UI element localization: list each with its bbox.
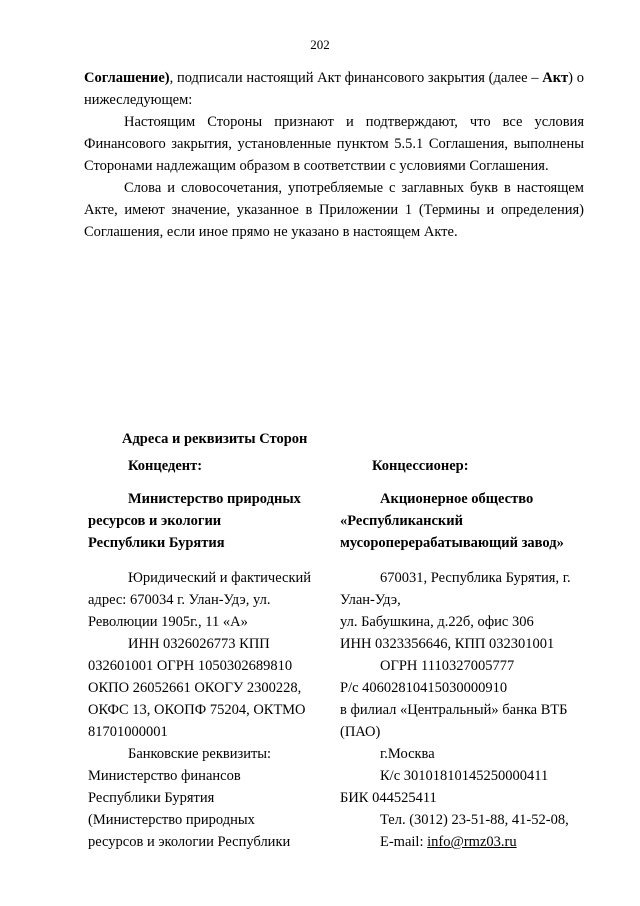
detail-line: К/с 30101810145250000411 bbox=[380, 768, 549, 784]
detail-line: г.Москва bbox=[380, 746, 435, 762]
addresses-heading: Адреса и реквизиты Сторон bbox=[122, 431, 308, 447]
detail-line: в филиал «Центральный» банка ВТБ bbox=[340, 702, 568, 718]
detail-line: Революции 1905г., 11 «А» bbox=[88, 614, 248, 630]
concessionaire-org bbox=[340, 488, 586, 554]
concedent-org bbox=[88, 488, 326, 554]
bold-text: Соглашение) bbox=[84, 70, 170, 86]
detail-line: ул. Бабушкина, д.22б, офис 306 bbox=[340, 614, 534, 630]
paragraph-2: Настоящим Стороны признают и подтверждают, что все условия Финансового закрытия, установленные пунктом 5.5.1 Соглашения, выполнены Сторонами надлежащим образом в соответствии с условиями Соглашения. bbox=[84, 114, 584, 174]
org-line: ресурсов и экологии bbox=[88, 513, 222, 529]
page-number: 202 bbox=[310, 37, 330, 52]
detail-line: 670031, Республика Бурятия, г. bbox=[380, 570, 571, 586]
detail-line: 81701000001 bbox=[88, 724, 168, 740]
detail-line: адрес: 670034 г. Улан-Удэ, ул. bbox=[88, 592, 271, 608]
detail-line: Юридический и фактический bbox=[128, 570, 312, 586]
bold-text: Акт bbox=[542, 70, 569, 86]
paragraph-3: Слова и словосочетания, употребляемые с заглавных букв в настоящем Акте, имеют значение, указанное в Приложении 1 (Термины и определения) Соглашения, если иное прямо не указано в настоящем Акте. bbox=[84, 180, 584, 240]
concedent-details bbox=[88, 567, 326, 853]
detail-line: ИНН 0326026773 КПП bbox=[128, 636, 270, 652]
detail-line: Р/с 40602810415030000910 bbox=[340, 680, 508, 696]
detail-line: 032601001 ОГРН 1050302689810 bbox=[88, 658, 293, 674]
text: ) о нижеследующем: bbox=[84, 70, 584, 108]
email-line bbox=[340, 831, 586, 853]
detail-line: ОГРН 1110327005777 bbox=[380, 658, 515, 674]
detail-line: ИНН 0323356646, КПП 032301001 bbox=[340, 636, 555, 652]
concedent-label: Концедент: bbox=[128, 458, 203, 474]
detail-line: ОКФС 13, ОКОПФ 75204, ОКТМО bbox=[88, 702, 306, 718]
detail-line: Банковские реквизиты: bbox=[128, 746, 272, 762]
org-line: Акционерное общество bbox=[380, 491, 534, 507]
paragraph-1 bbox=[84, 67, 584, 111]
detail-line: ОКПО 26052661 ОКОГУ 2300228, bbox=[88, 680, 302, 696]
detail-line: Республики Бурятия bbox=[88, 790, 215, 806]
detail-line: Тел. (3012) 23-51-88, 41-52-08, bbox=[380, 812, 569, 828]
detail-line: БИК 044525411 bbox=[340, 790, 437, 806]
org-line: «Республиканский bbox=[340, 513, 463, 529]
body-text bbox=[84, 67, 584, 243]
detail-line: Министерство финансов bbox=[88, 768, 241, 784]
detail-line: ресурсов и экологии Республики bbox=[88, 834, 291, 850]
concessionaire-details bbox=[340, 567, 586, 853]
detail-line: (ПАО) bbox=[340, 724, 381, 740]
text: , подписали настоящий Акт финансового закрытия (далее – bbox=[169, 70, 543, 86]
detail-line: (Министерство природных bbox=[88, 812, 255, 828]
detail-line: Улан-Удэ, bbox=[340, 592, 401, 608]
email-link[interactable]: info@rmz03.ru bbox=[427, 834, 517, 850]
org-line: Министерство природных bbox=[128, 491, 301, 507]
org-line: Республики Бурятия bbox=[88, 535, 225, 551]
org-line: мусороперерабатывающий завод» bbox=[340, 535, 564, 551]
concessionaire-label: Концессионер: bbox=[372, 458, 469, 474]
email-label: E-mail: bbox=[380, 834, 428, 850]
